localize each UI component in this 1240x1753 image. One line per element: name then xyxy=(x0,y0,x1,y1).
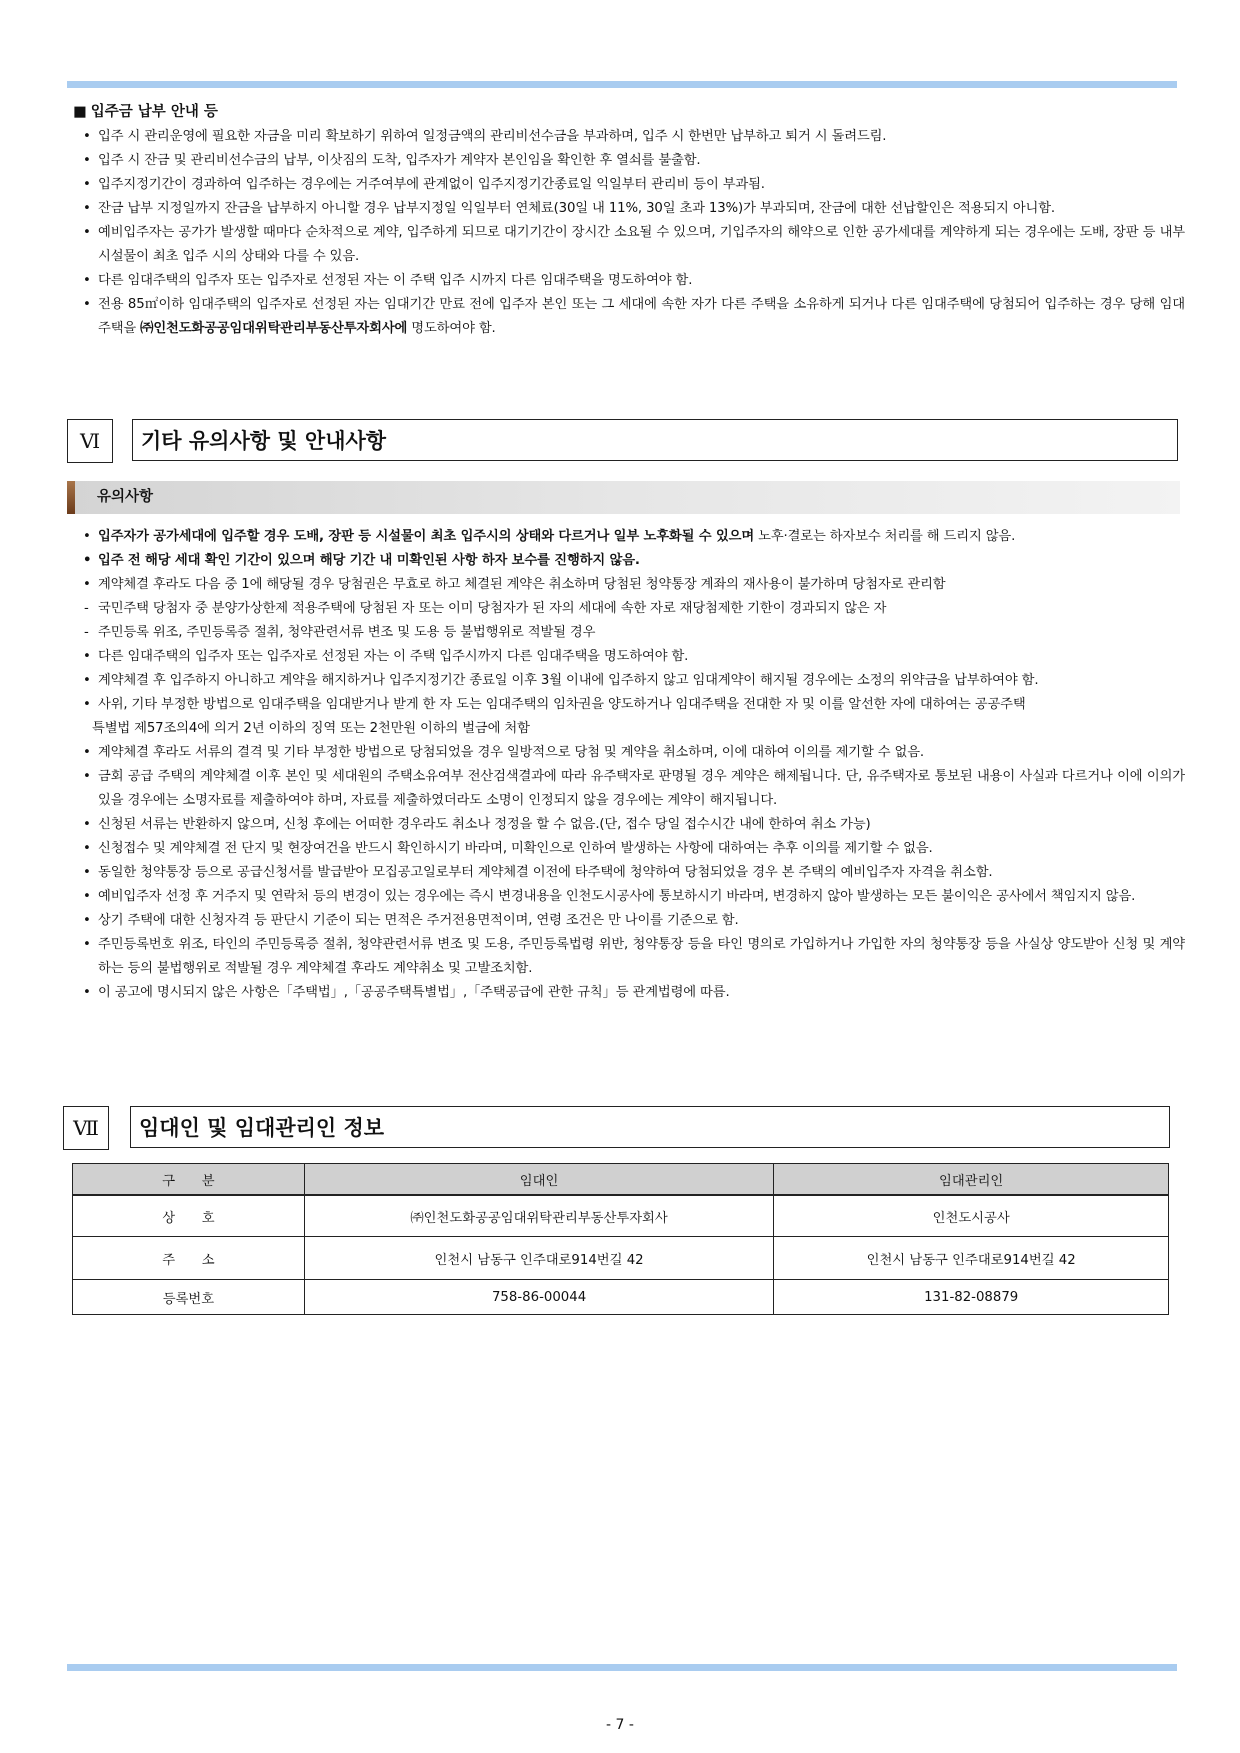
section6-title: 기타 유의사항 및 안내사항 xyxy=(132,419,1178,461)
table-cell: 상 호 xyxy=(73,1195,305,1237)
square-bullet-icon: ■ xyxy=(73,104,87,120)
list-item: • 입주자가 공가세대에 입주할 경우 도배, 장판 등 시설물이 최초 입주시의 상태와 다르거나 일부 노후화될 수 있으며 노후·결로는 하자보수 처리를 해 드리지 않음. xyxy=(70,525,1185,549)
deposit-section xyxy=(70,100,1185,341)
list-item: • 입주 시 잔금 및 관리비선수금의 납부, 이삿짐의 도착, 입주자가 계약자 본인임을 확인한 후 열쇠를 불출함. xyxy=(70,149,1185,173)
list-item: • 동일한 청약통장 등으로 공급신청서를 발급받아 모집공고일로부터 계약체결 이전에 타주택에 청약하여 당첨되었을 경우 본 주택의 예비입주자 자격을 취소함. xyxy=(70,861,1185,885)
bottom-rule xyxy=(67,1664,1177,1671)
subheading-marker xyxy=(67,481,75,514)
list-item: • 계약체결 후 입주하지 아니하고 계약을 해지하거나 입주지정기간 종료일 이후 3월 이내에 입주하지 않고 임대계약이 해지될 경우에는 소정의 위약금을 납부하여야 함. xyxy=(70,669,1185,693)
caution-list xyxy=(70,525,1185,1005)
list-item: • 예비입주자는 공가가 발생할 때마다 순차적으로 계약, 입주하게 되므로 대기기간이 장시간 소요될 수 있으며, 기입주자의 해약으로 인한 공가세대를 계약하게 되는 경우에는 도배, 장판 등 내부시설물이 최초 입주 시의 상태와 다를 수 있음. xyxy=(70,221,1185,269)
table-header-cell: 임대인 xyxy=(304,1164,774,1196)
table-cell: ㈜인천도화공공임대위탁관리부동산투자회사 xyxy=(304,1195,774,1237)
list-item: • 금회 공급 주택의 계약체결 이후 본인 및 세대원의 주택소유여부 전산검색결과에 따라 유주택자로 판명될 경우 계약은 해제됩니다. 단, 유주택자로 통보된 내용이 사실과 다르거나 이에 이의가 있을 경우에는 소명자료를 제출하여야 하며, 자료를 제출하였더라도 소명이 인정되지 않을 경우에는 계약이 해지됩니다. xyxy=(70,765,1185,813)
list-item: • 신청된 서류는 반환하지 않으며, 신청 후에는 어떠한 경우라도 취소나 정정을 할 수 없음.(단, 접수 당일 접수시간 내에 한하여 취소 가능) xyxy=(70,813,1185,837)
section6-number: Ⅵ xyxy=(67,419,113,463)
list-item: • 계약체결 후라도 다음 중 1에 해당될 경우 당첨권은 무효로 하고 체결된 계약은 취소하며 당첨된 청약통장 계좌의 재사용이 불가하며 당첨자로 관리함 xyxy=(70,573,1185,597)
table-cell: 인천도시공사 xyxy=(774,1195,1169,1237)
list-item: • 계약체결 후라도 서류의 결격 및 기타 부정한 방법으로 당첨되었을 경우 일방적으로 당첨 및 계약을 취소하며, 이에 대하여 이의를 제기할 수 없음. xyxy=(70,741,1185,765)
list-item-continuation: 특별법 제57조의4에 의거 2년 이하의 징역 또는 2천만원 이하의 벌금에 처함 xyxy=(92,721,530,736)
section7-title: 임대인 및 임대관리인 정보 xyxy=(130,1106,1170,1148)
page-number: - 7 - xyxy=(606,1717,634,1733)
list-item: • 입주 전 해당 세대 확인 기간이 있으며 해당 기간 내 미확인된 사항 하자 보수를 진행하지 않음. xyxy=(70,549,1185,573)
list-item: • 주민등록번호 위조, 타인의 주민등록증 절취, 청약관련서류 변조 및 도용, 주민등록법령 위반, 청약통장 등을 타인 명의로 가입하거나 가입한 자의 청약통장 등을 사실상 양도받아 신청 및 계약하는 등의 불법행위로 적발될 경우 계약체결 후라도 계약취소 및 고발조치함. xyxy=(70,933,1185,981)
table-cell: 인천시 남동구 인주대로914번길 42 xyxy=(774,1237,1169,1280)
list-item: • 입주 시 관리운영에 필요한 자금을 미리 확보하기 위하여 일정금액의 관리비선수금을 부과하며, 입주 시 한번만 납부하고 퇴거 시 돌려드림. xyxy=(70,125,1185,149)
list-item: • 다른 임대주택의 입주자 또는 입주자로 선정된 자는 이 주택 입주 시까지 다른 임대주택을 명도하여야 함. xyxy=(70,269,1185,293)
list-item: • 사위, 기타 부정한 방법으로 임대주택을 임대받거나 받게 한 자 도는 임대주택의 임차권을 양도하거나 임대주택을 전대한 자 및 이를 알선한 자에 대하여는 공공주택 xyxy=(70,693,1185,717)
list-item: • 이 공고에 명시되지 않은 사항은「주택법」,「공공주택특별법」,「주택공급에 관한 규칙」등 관계법령에 따름. xyxy=(70,981,1185,1005)
list-item: • 다른 임대주택의 입주자 또는 입주자로 선정된 자는 이 주택 입주시까지 다른 임대주택을 명도하여야 함. xyxy=(70,645,1185,669)
table-cell: 131-82-08879 xyxy=(774,1280,1169,1315)
table-row xyxy=(73,1280,1169,1315)
list-item: • 상기 주택에 대한 신청자격 등 판단시 기준이 되는 면적은 주거전용면적이며, 연령 조건은 만 나이를 기준으로 함. xyxy=(70,909,1185,933)
subheading-caution xyxy=(67,481,1180,514)
table-header-cell: 구 분 xyxy=(73,1164,305,1196)
top-rule xyxy=(67,81,1177,88)
subheading-label: 유의사항 xyxy=(97,489,154,505)
table-cell: 758-86-00044 xyxy=(304,1280,774,1315)
table-row xyxy=(73,1237,1169,1280)
table-cell: 등록번호 xyxy=(73,1280,305,1315)
section7-number: Ⅶ xyxy=(63,1106,109,1150)
sub-list-item: - 국민주택 당첨자 중 분양가상한제 적용주택에 당첨된 자 또는 이미 당첨자가 된 자의 세대에 속한 자로 재당첨제한 기한이 경과되지 않은 자 xyxy=(70,597,1185,621)
deposit-section-title: ■ 입주금 납부 안내 등 xyxy=(73,104,218,120)
table-header-cell: 임대관리인 xyxy=(774,1164,1169,1196)
list-item: • 입주지정기간이 경과하여 입주하는 경우에는 거주여부에 관계없이 입주지정기간종료일 익일부터 관리비 등이 부과됨. xyxy=(70,173,1185,197)
list-item: • 잔금 납부 지정일까지 잔금을 납부하지 아니할 경우 납부지정일 익일부터 연체료(30일 내 11%, 30일 초과 13%)가 부과되며, 잔금에 대한 선납할인은 적용되지 아니함. xyxy=(70,197,1185,221)
table-cell: 주 소 xyxy=(73,1237,305,1280)
list-item: • 전용 85㎡이하 임대주택의 입주자로 선정된 자는 임대기간 만료 전에 입주자 본인 또는 그 세대에 속한 자가 다른 주택을 소유하게 되거나 다른 임대주택에 당첨되어 입주하는 경우 당해 임대주택을 ㈜인천도화공공임대위탁관리부동산투자회사에 명도하여야 함. xyxy=(70,293,1185,341)
list-item: • 예비입주자 선정 후 거주지 및 연락처 등의 변경이 있는 경우에는 즉시 변경내용을 인천도시공사에 통보하시기 바라며, 변경하지 않아 발생하는 모든 불이익은 공사에서 책임지지 않음. xyxy=(70,885,1185,909)
table-cell: 인천시 남동구 인주대로914번길 42 xyxy=(304,1237,774,1280)
table-header-row xyxy=(73,1164,1169,1196)
sub-list-item: - 주민등록 위조, 주민등록증 절취, 청약관련서류 변조 및 도용 등 불법행위로 적발될 경우 xyxy=(70,621,1185,645)
list-item: • 신청접수 및 계약체결 전 단지 및 현장여건을 반드시 확인하시기 바라며, 미확인으로 인하여 발생하는 사항에 대하여는 추후 이의를 제기할 수 없음. xyxy=(70,837,1185,861)
table-row xyxy=(73,1195,1169,1237)
lessor-info-table xyxy=(72,1163,1169,1315)
